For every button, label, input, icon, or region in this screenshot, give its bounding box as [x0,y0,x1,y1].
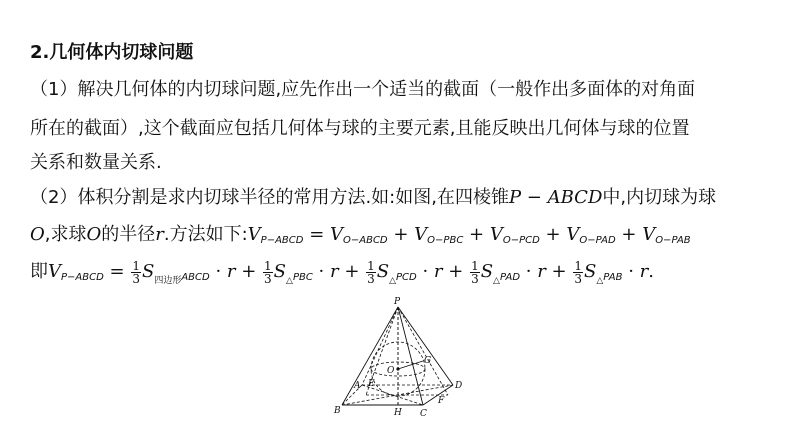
sphere-o-2: O [86,224,102,245]
slant-pf [398,307,448,395]
quad-label: 四边形 [154,276,182,286]
label-b: B [334,406,341,416]
label-f: F [438,396,445,406]
label-p: P [394,297,401,307]
para1-line3: 关系和数量关系. [30,152,162,173]
formula1-term-1: O−ABCD [343,235,388,246]
center-point [396,367,399,370]
para2-line1-tail: 中,内切球为球 [602,187,717,208]
label-a: A [354,381,361,391]
formula1-term-2: O−PBC [427,235,464,246]
formula1-v: V [247,224,261,245]
para2-line3: 即$V_{P-ABCD}$ = $\frac{1}{3}$ $S_{四边形ABCD} \cdot r$ + $\frac{1}{3}$ $S_{\triangle PBC} \cdot r$ + $\frac{1}{3}$ $S_{\triangle PCD} \cdot r$ + $\frac{1}{3}$ $S_{\triangle PAD} \cdot r$ + $\frac{1}{3}$ $S_{\triangle PAB} \cdot r$. [30,258,655,286]
label-o: O [387,366,395,376]
formula1-term-3: O−PCD [502,235,540,246]
sphere-o: O [30,224,45,245]
s-sub-1: ABCD [181,272,210,283]
label-g: G [424,356,432,366]
pyramid-name: P − ABCD [508,187,603,208]
fraction-4: $\frac{1}{3}$ [471,258,479,286]
edge-pb [342,307,398,405]
formula1-term-5: O−PAB [655,235,691,246]
s-sub-3: PCD [396,272,417,283]
edge-pc [398,307,423,405]
para2-line1-text: （2）体积分割是求内切球半径的常用方法.如:如图,在四棱锥 [30,187,509,208]
section-title [30,40,193,66]
fraction-3: $\frac{1}{3}$ [367,258,375,286]
para2-line2: O,求球O的半径r.方法如下$:V_{P-ABCD} = V_{O-ABCD} + V_{O-PBC} + V_{O-PCD} + V_{O-PAD} + V_{O-PAB}$ [30,224,691,246]
para2-line2-mid: ,求球 [44,224,87,245]
s-sub-5: PAB [603,272,623,283]
label-h: H [394,408,402,418]
para1-line1: （1）解决几何体的内切球问题,应先作出一个适当的截面（一般作出多面体的对角面 [30,79,696,100]
fraction-2: $\frac{1}{3}$ [264,258,272,286]
formula1-lhs-sub: P−ABCD [260,235,304,246]
formula2-lhs-sub: P−ABCD [61,272,104,283]
para2-line1 [30,185,716,211]
label-c: C [420,409,427,419]
para1-line2: 所在的截面）,这个截面应包括几何体与球的主要元素,且能反映出几何体与球的位置 [30,118,690,139]
s-sub-2: PBC [292,272,313,283]
formula1-eq: = [303,224,330,245]
section-title-text: 2.几何体内切球问题 [30,42,194,63]
para2-line2-tail: .方法如下: [163,224,248,245]
s-sub-4: PAD [499,272,521,283]
para2-line2-mid2: 的半径 [101,224,156,245]
fraction-1: $\frac{1}{3}$ [132,258,140,286]
fraction-5: $\frac{1}{3}$ [574,258,582,286]
formula2-prefix: 即 [30,261,48,282]
formula2-end: . [648,261,655,282]
label-d: D [455,381,463,391]
formula1-term-4: O−PAD [579,235,616,246]
radius-r: r [155,224,164,245]
pyramid-figure [328,295,478,420]
label-e: E [368,379,375,389]
edge-pd [398,307,453,385]
